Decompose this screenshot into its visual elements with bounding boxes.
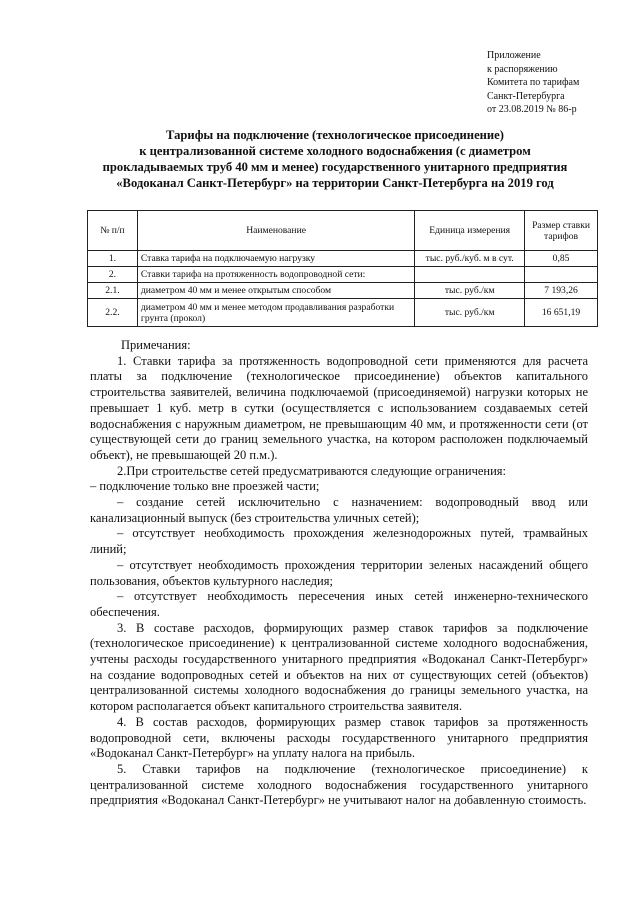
row-value: 0,85 <box>525 251 598 267</box>
row-unit: тыс. руб./км <box>415 283 525 299</box>
note-paragraph: 1. Ставки тарифа за протяженность водопроводной сети применяются для расчета платы за подключение (технологическое присоединение) объектов капитального строительства заявителей, величина подключаемой (присоединяемой) нагрузки которых не превышает 1 куб. метр в сутки (осуществляется с использованием создаваемых сетей водоснабжения с наружным диаметром, не превышающим 40 мм, и протяженности сети (от существующей сети до границ земельного участка, на котором расположен подключаемый объект), не превышающей 20 п.м.). <box>90 353 588 462</box>
note-restriction: – отсутствует необходимость прохождения территории зеленых насаждений общего пользования, объектов культурного наследия; <box>90 557 588 588</box>
title-line: «Водоканал Санкт-Петербург» на территории Санкт-Петербурга на 2019 год <box>116 176 554 190</box>
appendix-block <box>487 49 579 117</box>
note-restriction: – отсутствует необходимость прохождения железнодорожных путей, трамвайных линий; <box>90 526 588 557</box>
note-paragraph: 5. Ставки тарифов на подключение (технологическое присоединение) к централизованной системе холодного водоснабжения государственного унитарного предприятия «Водоканал Санкт-Петербург» не учитывают налог на добавленную стоимость. <box>90 761 588 808</box>
row-number: 2.1. <box>88 283 138 299</box>
notes-heading: Примечания: <box>121 338 191 352</box>
note-paragraph: 3. В составе расходов, формирующих размер ставок тарифов за подключение (технологическое присоединение) к централизованной системе холодного водоснабжения, учтены расходы государственного унитарного предприятия «Водоканал Санкт-Петербург» на создание водопроводных сетей и объектов на них от существующих сетей (объектов) централизованной системы холодного водоснабжения до границы земельного участка, на котором располагается объект капитального строительства заявителя. <box>90 620 588 714</box>
document-title <box>90 127 580 191</box>
row-value <box>525 267 598 283</box>
appendix-line: Приложение <box>487 50 541 61</box>
appendix-line: Санкт-Петербурга <box>487 90 565 102</box>
title-line: прокладываемых труб 40 мм и менее) государственного унитарного предприятия <box>102 160 568 174</box>
table-row <box>88 267 598 283</box>
row-value: 16 651,19 <box>525 299 598 327</box>
row-unit: тыс. руб./куб. м в сут. <box>415 251 525 267</box>
row-unit <box>415 267 525 283</box>
table-row <box>88 283 598 299</box>
title-line: Тарифы на подключение (технологическое присоединение) <box>166 128 504 142</box>
appendix-line: от 23.08.2019 № 86-р <box>487 104 577 116</box>
note-restriction: – отсутствует необходимость пересечения иных сетей инженерно-технического обеспечения. <box>90 589 588 619</box>
row-value: 7 193,26 <box>525 283 598 299</box>
appendix-line: Комитета по тарифам <box>487 77 580 89</box>
row-name: диаметром 40 мм и менее открытым способом <box>137 283 414 299</box>
header-value: Размер ставки тарифов <box>525 211 598 251</box>
header-number: № п/п <box>88 211 138 251</box>
note-paragraph: 4. В состав расходов, формирующих размер ставок тарифов за протяженность водопроводной сети, включены расходы государственного унитарного предприятия «Водоканал Санкт-Петербург» на уплату налога на прибыль. <box>90 714 588 761</box>
table-row <box>88 299 598 327</box>
row-number: 2.2. <box>88 299 138 327</box>
row-unit: тыс. руб./км <box>415 299 525 327</box>
appendix-line: к распоряжению <box>487 63 558 75</box>
tariff-table <box>87 210 598 327</box>
row-name: Ставки тарифа на протяженность водопроводной сети: <box>137 267 414 283</box>
notes-section <box>90 338 588 809</box>
note-restriction: – создание сетей исключительно с назначением: водопроводный ввод или канализационный выпуск (без строительства уличных сетей); <box>90 495 588 525</box>
row-name: Ставка тарифа на подключаемую нагрузку <box>137 251 414 267</box>
row-number: 1. <box>88 251 138 267</box>
header-unit: Единица измерения <box>415 211 525 251</box>
row-number: 2. <box>88 267 138 283</box>
row-name: диаметром 40 мм и менее методом продавливания разработки грунта (прокол) <box>137 299 414 327</box>
table-header-row <box>88 211 598 251</box>
header-name: Наименование <box>137 211 414 251</box>
note-restriction: – подключение только вне проезжей части; <box>90 479 320 494</box>
title-line: к централизованной системе холодного водоснабжения (с диаметром <box>139 144 531 158</box>
table-row <box>88 251 598 267</box>
note-paragraph: 2.При строительстве сетей предусматриваются следующие ограничения: <box>117 463 507 478</box>
